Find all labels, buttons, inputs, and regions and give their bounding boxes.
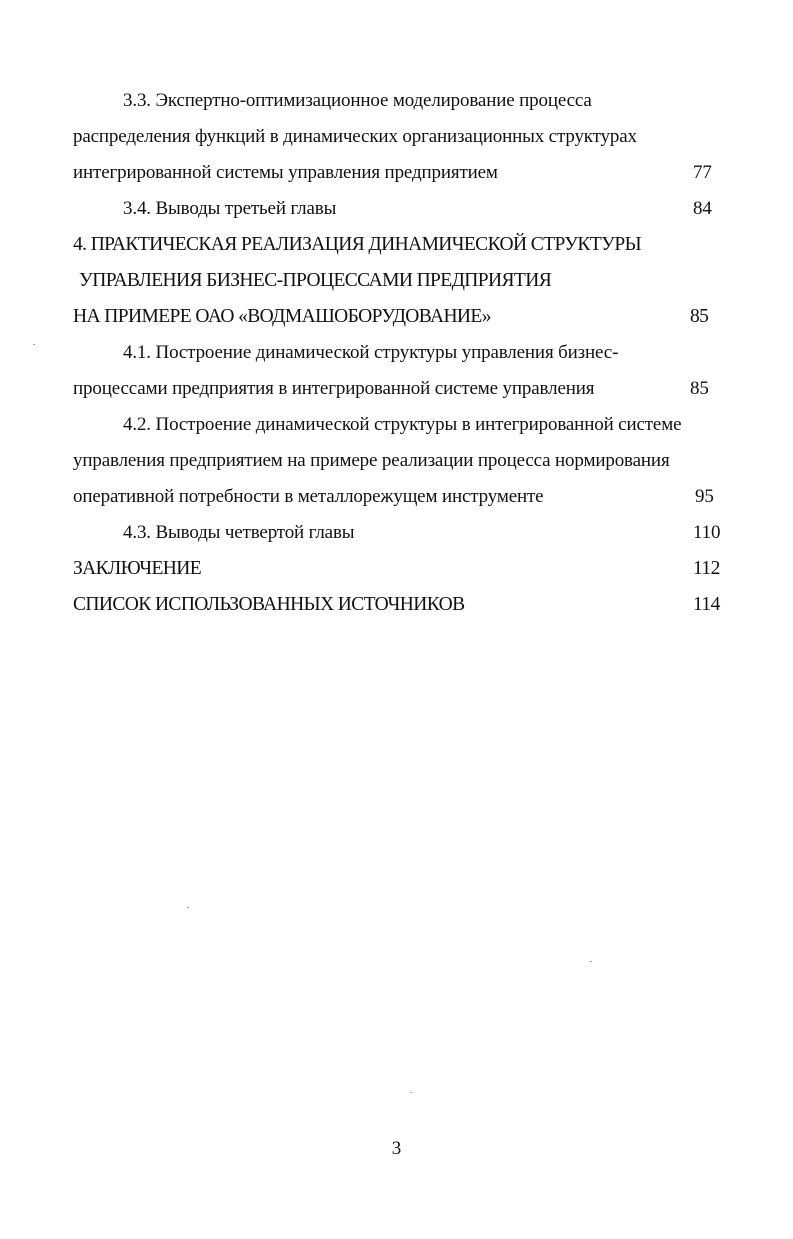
toc-entry-3-4	[73, 194, 725, 224]
toc-entry-text: процессами предприятия в интегрированной системе управления	[73, 378, 595, 399]
toc-entry-text: 4.2. Построение динамической структуры в интегрированной системе	[123, 414, 682, 435]
toc-entry-text: интегрированной системы управления предприятием	[73, 162, 498, 183]
toc-entry-text: 3.3. Экспертно-оптимизационное моделирование процесса	[123, 90, 592, 111]
toc-entry-text: распределения функций в динамических организационных структурах	[73, 126, 637, 147]
toc-page-number: 95	[695, 486, 714, 507]
toc-entry-3-3	[73, 86, 725, 116]
toc-page-number: 114	[693, 594, 720, 615]
toc-entry-text: СПИСОК ИСПОЛЬЗОВАННЫХ ИСТОЧНИКОВ	[73, 594, 465, 615]
toc-entry-text: УПРАВЛЕНИЯ БИЗНЕС-ПРОЦЕССАМИ ПРЕДПРИЯТИЯ	[79, 270, 552, 291]
toc-page-number: 85	[690, 306, 709, 327]
toc-entry-4-3	[73, 518, 725, 548]
toc-entry-text: 3.4. Выводы третьей главы	[123, 198, 337, 219]
toc-page-number: 84	[693, 198, 712, 219]
toc-entry-text: 4.1. Построение динамической структуры управления бизнес-	[123, 342, 619, 363]
toc-entry-text: 4.3. Выводы четвертой главы	[123, 522, 355, 543]
toc-entry-text: управления предприятием на примере реализации процесса нормирования	[73, 450, 670, 471]
toc-entry-4-2	[73, 410, 725, 440]
toc-entry-4-2-cont	[73, 482, 725, 512]
scan-speck	[187, 907, 189, 908]
toc-chapter-4-cont	[73, 266, 725, 296]
toc-references	[73, 590, 725, 620]
toc-entry-text: оперативной потребности в металлорежущем инструменте	[73, 486, 544, 507]
toc-entry-4-1	[73, 338, 725, 368]
toc-page-number: 77	[693, 162, 712, 183]
toc-entry-text: 4. ПРАКТИЧЕСКАЯ РЕАЛИЗАЦИЯ ДИНАМИЧЕСКОЙ СТРУКТУРЫ	[73, 234, 641, 255]
toc-page-number: 110	[693, 522, 721, 543]
toc-page-number: 85	[690, 378, 709, 399]
toc-chapter-4-cont	[73, 302, 725, 332]
toc-entry-4-2-cont	[73, 446, 725, 476]
scan-speck	[590, 961, 592, 962]
page-number: 3	[391, 1138, 402, 1159]
scan-speck	[410, 1092, 412, 1093]
toc-entry-4-1-cont	[73, 374, 725, 404]
toc-entry-text: НА ПРИМЕРЕ ОАО «ВОДМАШОБОРУДОВАНИЕ»	[73, 306, 491, 327]
toc-conclusion	[73, 554, 725, 584]
scan-speck	[33, 344, 35, 345]
toc-entry-3-3-cont	[73, 158, 725, 188]
toc-entry-text: ЗАКЛЮЧЕНИЕ	[73, 558, 202, 579]
toc-entry-3-3-cont	[73, 122, 725, 152]
toc-chapter-4	[73, 230, 725, 260]
toc-page-number: 112	[693, 558, 720, 579]
